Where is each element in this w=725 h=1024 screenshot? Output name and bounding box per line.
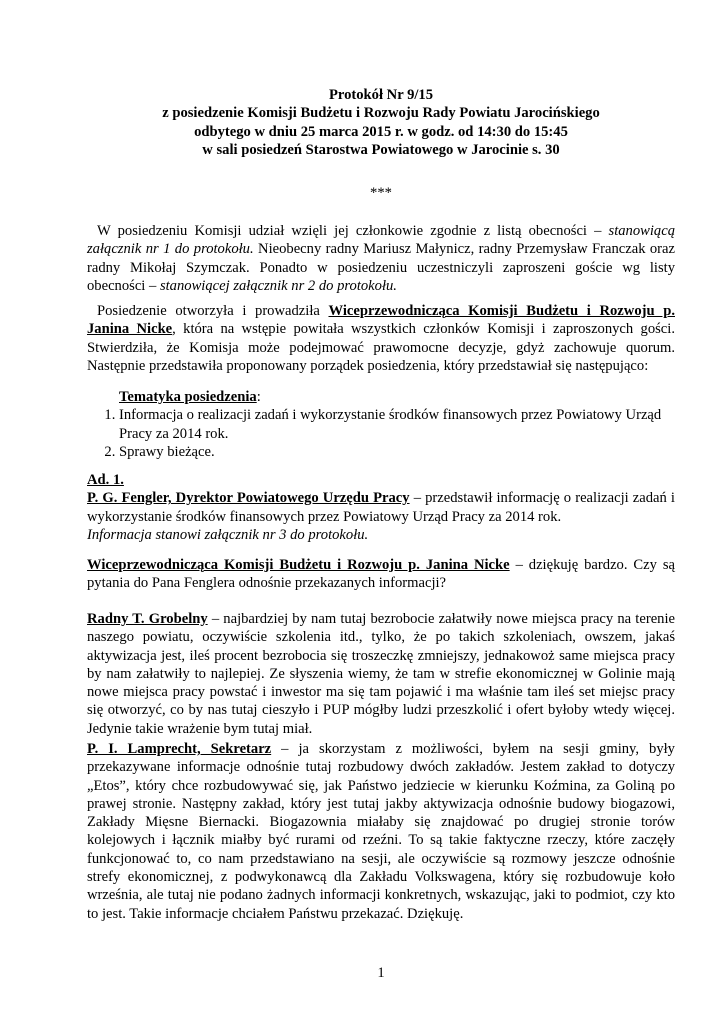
speaker-name: Radny T. Grobelny (87, 611, 208, 627)
lamprecht-text: – ja skorzystam z możliwości, byłem na sesji gminy, były przekazywane informacje odnośnie tutaj rozbudowy dwóch zakładów. Jestem zakład to dotyczy „Etos”, który chce rozbudowywać się, jak Państwo jedziecie w kierunku Koźmina, za Goliną po prawej stronie. Następny zakład, który jest tutaj jakby aktywizacja odnośnie budowy biogazowi, Zakłady Mięsne Biernacki. Biogazownia miałaby się znajdować po drugiej stronie torów kolejowych i łącznik miałby być rurami od rzeźni. To są takie faktyczne rzeczy, które zaczęły funkcjonować to, co nam przedstawiano na sesji, ale oczywiście są rozmowy jeszcze odnośnie strefy ekonomicznej, z podwykonawcą dla Zakładu Volkswagena, który się rozbudowuje koło września, ale tutaj nie podano żadnych informacji konkretnych, wskazując, jaki to podmiot, czy kto to jest. Takie informacje chciałem Państwu przekazać. Dziękuję. (87, 741, 675, 922)
speaker-name: Wiceprzewodnicząca Komisji Budżetu i Rozwoju p. Janina Nicke (87, 557, 510, 573)
ad1-attachment-note: Informacja stanowi załącznik nr 3 do protokołu. (87, 526, 369, 543)
agenda-title-colon: : (256, 389, 261, 405)
chair-question-text: – dziękuję bardzo. Czy są pytania do Pana Fenglera odnośnie przekazanych informacji? (87, 557, 675, 592)
protocol-header (87, 86, 675, 159)
speaker-name: P. G. Fengler, Dyrektor Powiatowego Urzędu Pracy (87, 490, 410, 507)
lamprecht-paragraph (87, 740, 675, 923)
ad1-block (87, 471, 675, 544)
agenda-title-text: Tematyka posiedzenia (119, 389, 257, 405)
protocol-subtitle: z posiedzenie Komisji Budżetu i Rozwoju Rady Powiatu Jarocińskiego (162, 105, 600, 122)
protocol-title: Protokół Nr 9/15 (328, 87, 434, 103)
section-separator: *** (370, 185, 392, 201)
grobelny-text: – najbardziej by nam tutaj bezrobocie załatwiły nowe miejsca pracy na terenie naszego powiatu, oczywiście szkolenia itd., tylko, że po takich szkoleniach, owszem, jakaś aktywizacja jest, ileś procent bezrobocia się troszeczkę zmniejszy, jednakowoż same miejsca pracy by nam załatwiły to najlepiej. Ze słyszenia wiemy, że tam w strefie ekonomicznej w Golinie mają nowe miejsca pracy powstać i inwestor ma się tam pojawić i ma właśnie tam ileś set miejsc pracy się otworzyć, co by nas tutaj cieszyło i PUP mógłby ludzi przeszkolić i ofert byłoby wtedy więcej. Jedynie takie wrażenie bym tutaj miał. (87, 611, 676, 737)
ad1-heading: Ad. 1. (87, 472, 124, 488)
attachment-ref-2: stanowiącej załącznik nr 2 do protokołu. (159, 277, 397, 294)
attachment-ref: stanowiącą załącznik nr 1 do protokołu. (87, 223, 675, 258)
ad1-paragraph (87, 489, 675, 526)
agenda-block (87, 388, 675, 461)
agenda-title (87, 388, 675, 406)
attendance-paragraph (87, 222, 675, 295)
attendance-text: W posiedzeniu Komisji udział wzięli jej członkowie zgodnie z listą obecności – (97, 223, 609, 239)
speaker-name: Wiceprzewodnicząca Komisji Budżetu i Rozwoju p. Janina Nicke (87, 303, 675, 338)
grobelny-paragraph (87, 610, 675, 738)
agenda-item: 1. Informacja o realizacji zadań i wykorzystanie środków finansowych przez Powiatowy Urząd Pracy za 2014 rok. (119, 406, 675, 443)
chair-question-paragraph (87, 556, 675, 593)
protocol-date-time: odbytego w dniu 25 marca 2015 r. w godz. od 14:30 do 15:45 (194, 123, 568, 140)
opening-text: Posiedzenie otworzyła i prowadziła (97, 303, 329, 319)
protocol-location: w sali posiedzeń Starostwa Powiatowego w Jarocinie s. 30 (202, 141, 560, 158)
attendance-text-2: Nieobecny radny Mariusz Małynicz, radny Przemysław Franczak oraz radny Mikołaj Szymczak. Ponadto w posiedzeniu uczestniczyli zaproszeni goście wg listy obecności – (87, 241, 675, 294)
agenda-list (87, 406, 675, 461)
ad1-text: – przedstawił informację o realizacji zadań i wykorzystanie środków finansowych przez Powiatowy Urząd Pracy za 2014 rok. (87, 490, 675, 525)
speaker-name: P. I. Lamprecht, Sekretarz (87, 741, 272, 757)
opening-text-2: , która na wstępie powitała wszystkich członków Komisji i zaproszonych gości. Stwierdziła, że Komisja może podejmować prawomocne decyzje, gdyż zachowuje quorum. Następnie przedstawiła proponowany porządek posiedzenia, który przedstawiał się następująco: (87, 321, 675, 374)
agenda-item: 2. Sprawy bieżące. (119, 443, 675, 461)
opening-paragraph (87, 302, 675, 375)
page-number: 1 (377, 965, 385, 981)
